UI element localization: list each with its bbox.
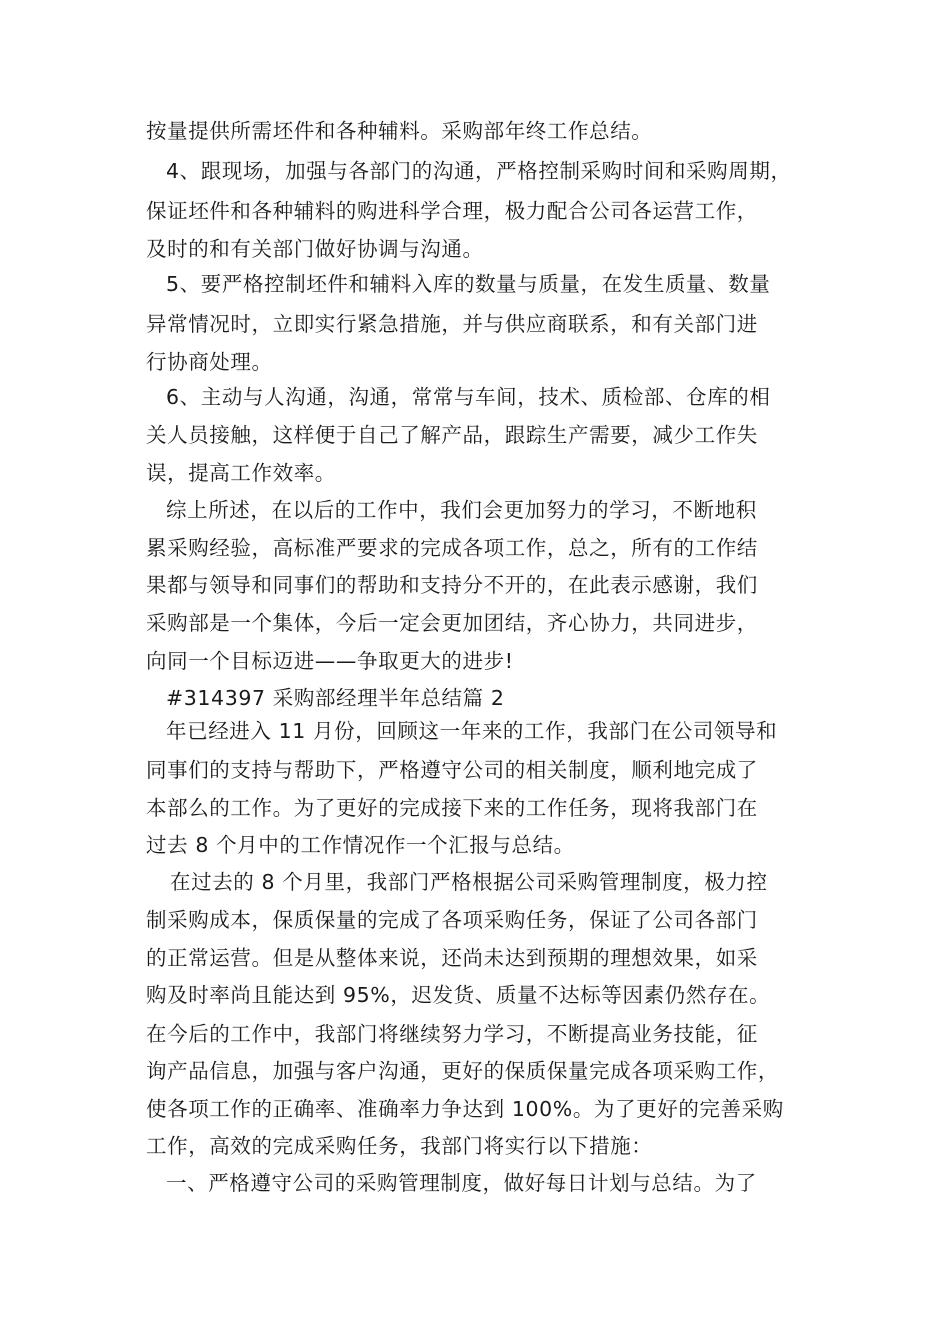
paragraph-line: 5、要严格控制坯件和辅料入库的数量与质量，在发生质量、数量: [166, 272, 771, 296]
paragraph-line: 过去 8 个月中的工作情况作一个汇报与总结。: [146, 833, 575, 857]
paragraph-line: 按量提供所需坯件和各种辅料。采购部年终工作总结。: [146, 119, 653, 143]
paragraph-line: 购及时率尚且能达到 95%，迟发货、质量不达标等因素仍然存在。: [146, 983, 771, 1007]
paragraph-line: 行协商处理。: [146, 350, 273, 374]
paragraph-line: 向同一个目标迈进——争取更大的进步!: [146, 649, 514, 673]
paragraph-line: 一、严格遵守公司的采购管理制度，做好每日计划与总结。为了: [166, 1171, 757, 1195]
paragraph-line: 采购部是一个集体，今后一定会更加团结，齐心协力，共同进步，: [146, 611, 758, 635]
paragraph-line: 在过去的 8 个月里，我部门严格根据公司采购管理制度，极力控: [170, 870, 768, 894]
paragraph-line: 年已经进入 11 月份，回顾这一年来的工作，我部门在公司领导和: [166, 719, 778, 743]
paragraph-line: 使各项工作的正确率、准确率力争达到 100%。为了更好的完善采购: [146, 1097, 784, 1121]
paragraph-line: 保证坯件和各种辅料的购进科学合理，极力配合公司各运营工作，: [146, 199, 758, 223]
paragraph-line: 异常情况时，立即实行紧急措施，并与供应商联系，和有关部门进: [146, 312, 758, 336]
paragraph-line: 同事们的支持与帮助下，严格遵守公司的相关制度，顺利地完成了: [146, 758, 758, 782]
paragraph-line: 误，提高工作效率。: [146, 461, 336, 485]
paragraph-line: 6、主动与人沟通，沟通，常常与车间，技术、质检部、仓库的相: [166, 385, 771, 409]
paragraph-line: 4、跟现场，加强与各部门的沟通，严格控制采购时间和采购周期，: [166, 159, 792, 183]
section-heading: #314397 采购部经理半年总结篇 2: [166, 686, 505, 710]
paragraph-line: 累采购经验，高标准严要求的完成各项工作，总之，所有的工作结: [146, 536, 758, 560]
paragraph-line: 制采购成本，保质保量的完成了各项采购任务，保证了公司各部门: [146, 908, 758, 932]
paragraph-line: 关人员接触，这样便于自己了解产品，跟踪生产需要，减少工作失: [146, 423, 758, 447]
paragraph-line: 询产品信息，加强与客户沟通，更好的保质保量完成各项采购工作，: [146, 1059, 779, 1083]
paragraph-line: 在今后的工作中，我部门将继续努力学习，不断提高业务技能，征: [146, 1022, 758, 1046]
paragraph-line: 本部么的工作。为了更好的完成接下来的工作任务，现将我部门在: [146, 796, 758, 820]
paragraph-line: 的正常运营。但是从整体来说，还尚未达到预期的理想效果，如采: [146, 946, 758, 970]
paragraph-line: 及时的和有关部门做好协调与沟通。: [146, 237, 484, 261]
paragraph-line: 综上所述，在以后的工作中，我们会更加努力的学习，不断地积: [166, 498, 757, 522]
paragraph-line: 果都与领导和同事们的帮助和支持分不开的，在此表示感谢，我们: [146, 573, 758, 597]
paragraph-line: 工作，高效的完成采购任务，我部门将实行以下措施：: [146, 1134, 653, 1158]
